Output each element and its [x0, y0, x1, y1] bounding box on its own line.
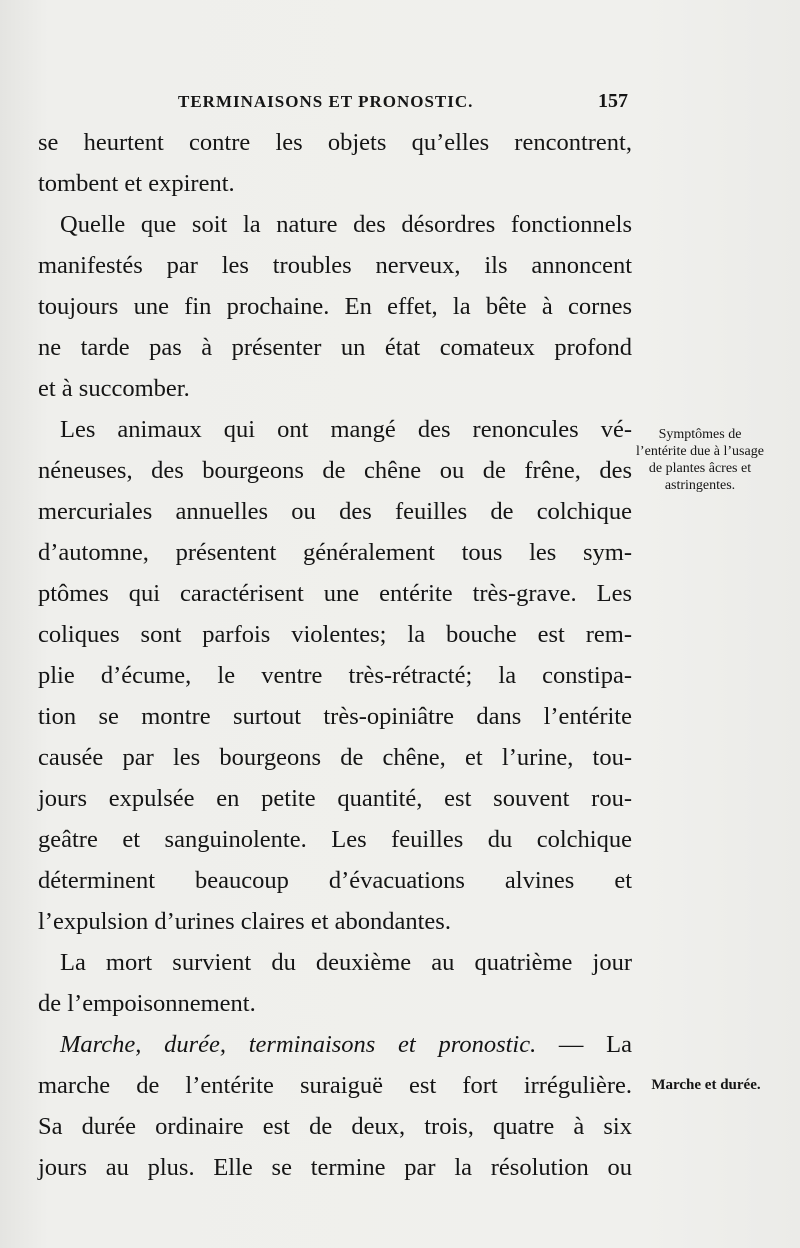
text-line: jours expulsée en petite quantité, est souvent rou-	[38, 785, 632, 812]
text-line: jours au plus. Elle se termine par la résolution ou	[38, 1154, 632, 1181]
text-line: ne tarde pas à présenter un état comateux profond	[38, 334, 632, 361]
marche-heading: Marche, durée, terminaisons et pronostic.	[60, 1031, 537, 1058]
final-paragraph-block	[38, 1065, 632, 1188]
text-line: marche de l’entérite suraiguë est fort irrégulière.	[38, 1072, 632, 1099]
margin-note-symptomes: Symptômes de l’entérite due à l’usage de plantes âcres et astringentes.	[636, 427, 764, 493]
running-header	[178, 92, 628, 116]
text-line: tion se montre surtout très-opiniâtre dans l’entérite	[38, 703, 632, 730]
marche-line	[38, 1024, 632, 1065]
text-line: ptômes qui caractérisent une entérite très-grave. Les	[38, 580, 632, 607]
text-line: geâtre et sanguinolente. Les feuilles du colchique	[38, 826, 632, 853]
text-line: Les animaux qui ont mangé des renoncules vé-	[60, 416, 632, 443]
text-line: d’automne, présentent généralement tous les sym-	[38, 539, 632, 566]
text-line: néneuses, des bourgeons de chêne ou de frêne, des	[38, 457, 632, 484]
text-line: déterminent beaucoup d’évacuations alvines et	[38, 867, 632, 894]
margin-note-marche: Marche et durée.	[651, 1077, 761, 1093]
text-line: tombent et expirent.	[38, 170, 235, 197]
text-line: et à succomber.	[38, 375, 190, 402]
page-number: 157	[598, 90, 628, 112]
text-line: se heurtent contre les objets qu’elles rencontrent,	[38, 129, 632, 156]
text-line: Quelle que soit la nature des désordres fonctionnels	[60, 211, 632, 238]
text-line: La mort survient du deuxième au quatrième jour	[60, 949, 632, 976]
paragraphs-block	[38, 122, 632, 1024]
running-title: TERMINAISONS ET PRONOSTIC.	[178, 92, 474, 111]
text-line: de l’empoisonnement.	[38, 990, 256, 1017]
text-line: coliques sont parfois violentes; la bouche est rem-	[38, 621, 632, 648]
text-line: mercuriales annuelles ou des feuilles de colchique	[38, 498, 632, 525]
text-line: l’expulsion d’urines claires et abondantes.	[38, 908, 451, 935]
text-line: manifestés par les troubles nerveux, ils annoncent	[38, 252, 632, 279]
text-line: Sa durée ordinaire est de deux, trois, quatre à six	[38, 1113, 632, 1140]
marche-heading-tail: — La	[536, 1031, 632, 1058]
text-line: causée par les bourgeons de chêne, et l’urine, tou-	[38, 744, 632, 771]
text-line: plie d’écume, le ventre très-rétracté; la constipa-	[38, 662, 632, 689]
body-text	[38, 122, 632, 1188]
text-line: toujours une fin prochaine. En effet, la bête à cornes	[38, 293, 632, 320]
